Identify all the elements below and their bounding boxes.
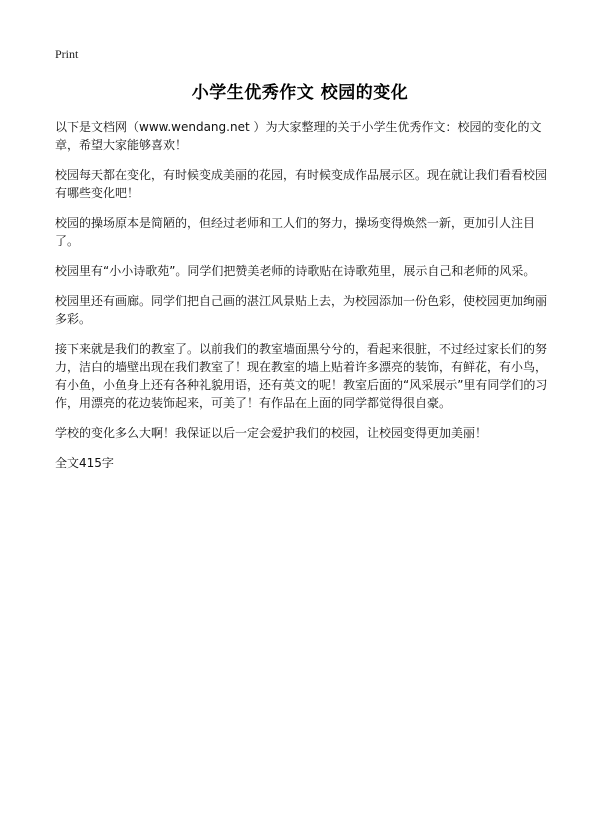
print-link[interactable]: Print — [55, 47, 79, 61]
paragraph-2: 校园每天都在变化，有时候变成美丽的花园，有时候变成作品展示区。现在就让我们看看校园有哪些变化吧！ — [55, 168, 548, 200]
paragraph-4: 校园里有“小小诗歌苑”。同学们把赞美老师的诗歌贴在诗歌苑里，展示自己和老师的风采。 — [55, 264, 536, 278]
paragraph-6: 接下来就是我们的教室了。以前我们的教室墙面黑兮兮的，看起来很脏，不过经过家长们的努力，洁白的墙壁出现在我们教室了！现在教室的墙上贴着许多漂亮的装饰，有鲜花，有小鸟，有小鱼，小鱼身上还有各种礼貌用语，还有英文的呢！教室后面的“风采展示”里有同学们的习作，用漂亮的花边装饰起来，可美了！有作品在上面的同学都觉得很自豪。 — [55, 342, 548, 410]
article-body — [55, 118, 549, 472]
paragraph-7: 学校的变化多么大啊！我保证以后一定会爱护我们的校园，让校园变得更加美丽！ — [55, 426, 488, 440]
paragraph-5: 校园里还有画廊。同学们把自己画的湛江风景贴上去，为校园添加一份色彩，使校园更加绚丽多彩。 — [55, 294, 548, 326]
article-title: 小学生优秀作文 校园的变化 — [191, 83, 409, 103]
paragraph-3: 校园的操场原本是简陋的，但经过老师和工人们的努力，操场变得焕然一新，更加引人注目了。 — [55, 216, 536, 248]
word-count: 全文415字 — [55, 456, 114, 470]
paragraph-intro: 以下是文档网（www.wendang.net ）为大家整理的关于小学生优秀作文：校园的变化的文章，希望大家能够喜欢！ — [55, 120, 542, 152]
